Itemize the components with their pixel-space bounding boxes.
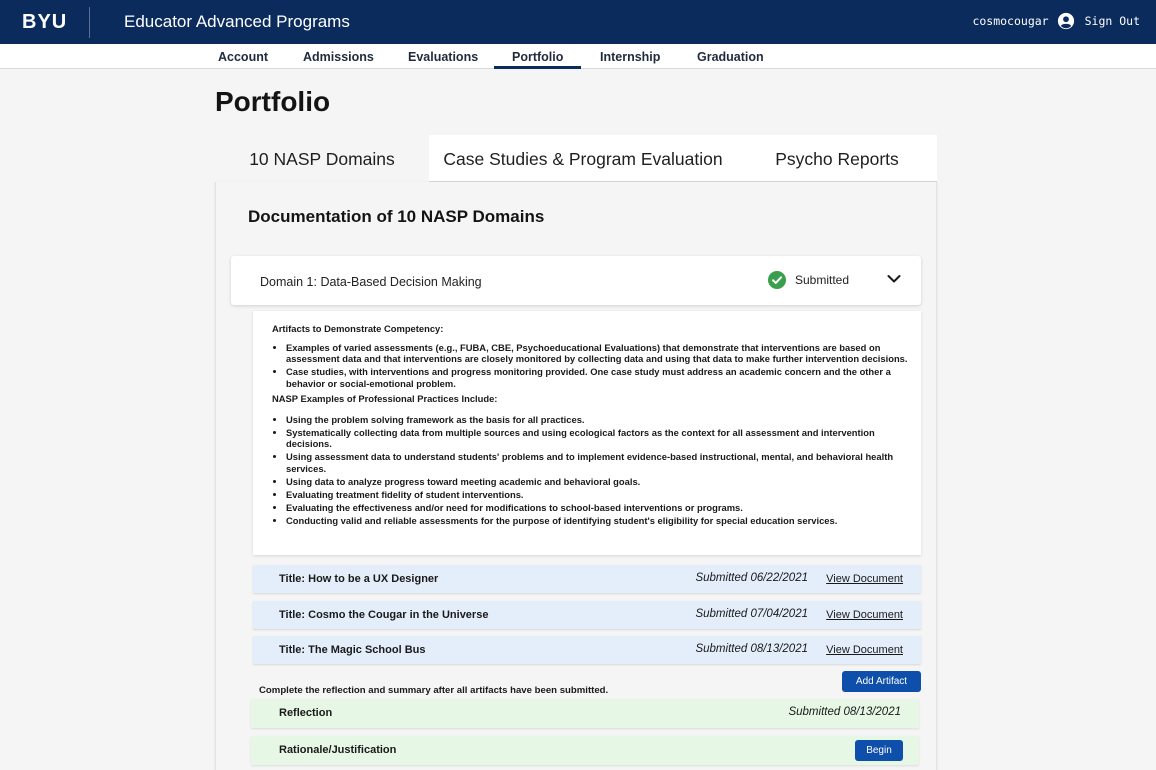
rationale-row: [251, 736, 919, 765]
practices-list: [272, 414, 911, 527]
nav-internship[interactable]: Internship: [600, 50, 661, 64]
artifact-date: Submitted 06/22/2021: [695, 572, 808, 584]
domain-name: Domain 1: Data-Based Decision Making: [260, 275, 482, 289]
section-title: Documentation of 10 NASP Domains: [248, 207, 545, 226]
reflection-row[interactable]: [251, 699, 919, 728]
tab-case-studies[interactable]: Case Studies & Program Evaluation: [443, 149, 723, 169]
artifact-row: [253, 601, 921, 629]
artifact-date: Submitted 07/04/2021: [695, 608, 808, 620]
tab-nasp-domains[interactable]: 10 NASP Domains: [215, 135, 429, 182]
view-document-link[interactable]: View Document: [826, 573, 903, 585]
nav-portfolio[interactable]: Portfolio: [512, 50, 564, 64]
status-text: Submitted: [794, 273, 849, 287]
artifact-title: Title: How to be a UX Designer: [279, 573, 439, 585]
list-item: • Conducting valid and reliable assessments for the purpose of identifying student's eligibility for special education services.: [286, 515, 911, 527]
check-circle-icon: [768, 271, 786, 289]
list-item: • Using the problem solving framework as the basis for all practices.: [286, 414, 911, 426]
list-item: • Systematically collecting data from multiple sources and using ecological factors as the context for all assessment and intervention decisions.: [286, 427, 911, 450]
nav-graduation[interactable]: Graduation: [697, 50, 764, 64]
list-item: • Evaluating treatment fidelity of student interventions.: [286, 489, 911, 501]
chevron-down-icon[interactable]: [887, 274, 901, 284]
top-bar: [0, 0, 1156, 44]
artifact-title: Title: The Magic School Bus: [279, 644, 426, 656]
list-item: • Evaluating the effectiveness and/or need for modifications to school-based interventions or programs.: [286, 502, 911, 514]
tab-panel: [215, 182, 937, 770]
artifacts-list: [272, 342, 911, 390]
list-item: • Using assessment data to understand students' problems and to implement evidence-based instructional, mental, and behavioral health services.: [286, 451, 911, 474]
reflection-note: Complete the reflection and summary after all artifacts have been submitted.: [259, 685, 609, 696]
list-item: • Examples of varied assessments (e.g., FUBA, CBE, Psychoeducational Evaluations) that demonstrate that interventions are based on assessment data and that interventions are closely monitored by collecting data and using that data to make further intervention decisions.: [286, 342, 911, 365]
byu-logo[interactable]: BYU: [22, 11, 68, 33]
list-item: • Case studies, with interventions and progress monitoring provided. One case study must address an academic concern and the other a behavior or social-emotional problem.: [286, 366, 911, 389]
status-badge: [768, 271, 849, 289]
artifact-title: Title: Cosmo the Cougar in the Universe: [279, 609, 489, 621]
artifact-date: Submitted 08/13/2021: [695, 643, 808, 655]
view-document-link[interactable]: View Document: [826, 609, 903, 621]
domain-criteria: [253, 311, 921, 555]
add-artifact-button[interactable]: Add Artifact: [842, 671, 921, 692]
username: cosmocougar: [972, 14, 1049, 28]
tab-psycho-reports[interactable]: Psycho Reports: [775, 149, 899, 169]
logo-divider: [89, 7, 90, 38]
portfolio-tabs: [215, 135, 937, 182]
sign-out-link[interactable]: Sign Out: [1084, 14, 1140, 28]
nav-account[interactable]: Account: [218, 50, 268, 64]
reflection-date: Submitted 08/13/2021: [788, 706, 901, 718]
rationale-label: Rationale/Justification: [279, 744, 397, 756]
nav-admissions[interactable]: Admissions: [303, 50, 374, 64]
artifact-row: [253, 636, 921, 664]
list-item: • Using data to analyze progress toward meeting academic and behavioral goals.: [286, 476, 911, 488]
app-title: Educator Advanced Programs: [124, 12, 350, 31]
artifacts-heading: Artifacts to Demonstrate Competency:: [272, 323, 444, 334]
user-area: [972, 12, 1140, 30]
user-circle-icon[interactable]: [1057, 12, 1075, 30]
page-title: Portfolio: [215, 86, 331, 117]
begin-button[interactable]: Begin: [855, 740, 903, 761]
reflection-label: Reflection: [279, 707, 333, 719]
nav-evaluations[interactable]: Evaluations: [408, 50, 479, 64]
main-nav: [0, 44, 1156, 69]
artifact-row: [253, 565, 921, 593]
practices-heading: NASP Examples of Professional Practices Include:: [272, 393, 498, 404]
domain-accordion-header[interactable]: [231, 256, 921, 305]
view-document-link[interactable]: View Document: [826, 644, 903, 656]
